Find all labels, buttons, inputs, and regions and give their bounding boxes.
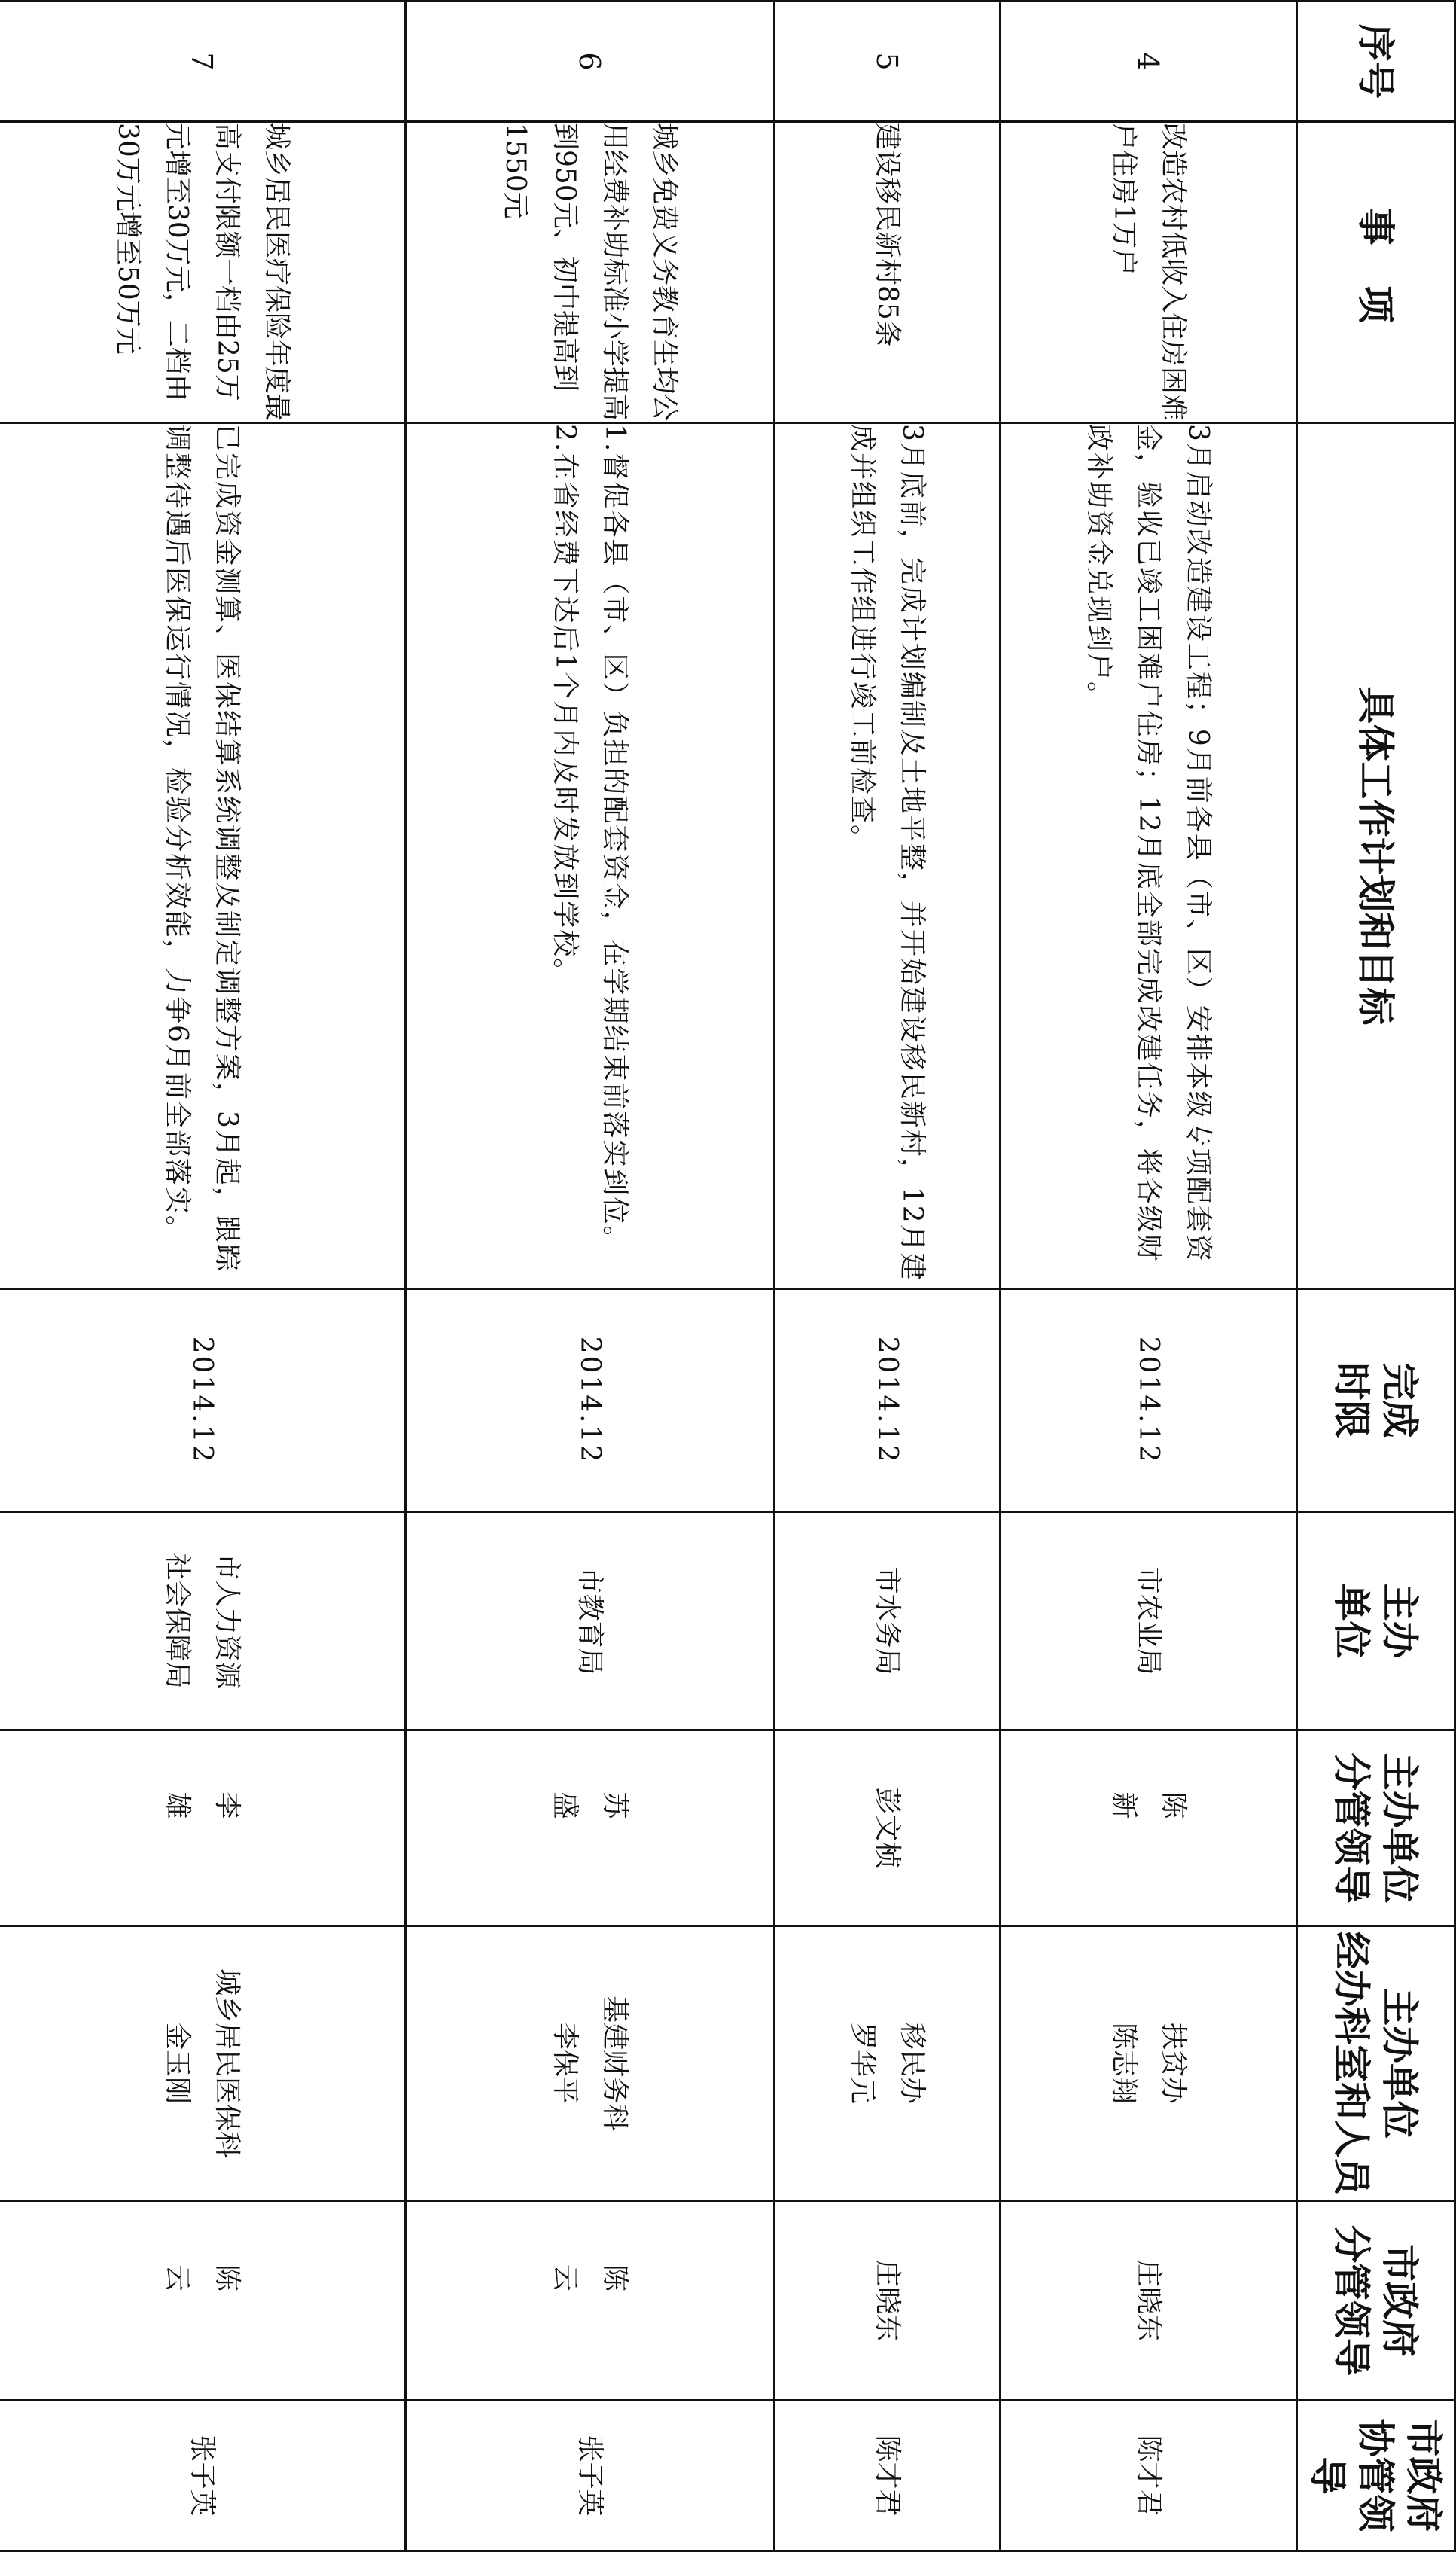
row-item: 城乡居民医疗保险年度最高支付限额一档由25万元增至30万元，二档由30万元增至50万元 — [0, 122, 406, 423]
row-deadline: 2014.12 — [406, 1289, 775, 1512]
row-leader: 彭文桢 — [775, 1730, 1001, 1926]
header-gov-lead: 市政府 分管领导 — [1297, 2201, 1455, 2401]
row-gov-lead: 陈 云 — [0, 2201, 406, 2401]
row-unit: 市农业局 — [1001, 1512, 1297, 1730]
row-office: 基建财务科 李保平 — [406, 1926, 775, 2201]
row-gov-assist: 张子英 — [406, 2401, 775, 2551]
row-deadline: 2014.12 — [1001, 1289, 1297, 1512]
row-plan: 已完成资金测算、医保结算系统调整及制定调整方案，3月起，跟踪调整待遇后医保运行情况，检验分析效能，力争6月前全部落实。 — [0, 423, 406, 1289]
row-leader: 李 雄 — [0, 1730, 406, 1926]
row-item: 改造农村低收入住房困难户住房1万户 — [1001, 122, 1297, 423]
table-row — [0, 2, 406, 2551]
row-gov-assist: 陈才君 — [1001, 2401, 1297, 2551]
row-gov-assist: 陈才君 — [775, 2401, 1001, 2551]
row-plan: 3月底前，完成计划编制及土地平整，并开始建设移民新村，12月建成并组织工作组进行竣工前检查。 — [775, 423, 1001, 1289]
row-gov-lead: 陈 云 — [406, 2201, 775, 2401]
row-deadline: 2014.12 — [775, 1289, 1001, 1512]
table-row — [775, 2, 1001, 2551]
row-item: 城乡免费义务教育生均公用经费补助标准小学提高到950元、初中提高到1550元 — [406, 122, 775, 423]
row-office: 城乡居民医保科 金玉刚 — [0, 1926, 406, 2201]
row-leader: 苏 盛 — [406, 1730, 775, 1926]
row-seq: 5 — [775, 2, 1001, 122]
header-office: 主办单位 经办科室和人员 — [1297, 1926, 1455, 2201]
header-unit: 主办 单位 — [1297, 1512, 1455, 1730]
row-leader: 陈 新 — [1001, 1730, 1297, 1926]
header-item: 事 项 — [1297, 122, 1455, 423]
table-row — [406, 2, 775, 2551]
row-unit: 市人力资源 社会保障局 — [0, 1512, 406, 1730]
header-deadline: 完成 时限 — [1297, 1289, 1455, 1512]
row-plan: 1.督促各县（市、区）负担的配套资金，在学期结束前落实到位。 2.在省经费下达后1个月内及时发放到学校。 — [406, 423, 775, 1289]
row-office: 扶贫办 陈志翔 — [1001, 1926, 1297, 2201]
header-plan: 具体工作计划和目标 — [1297, 423, 1455, 1289]
row-office: 移民办 罗华元 — [775, 1926, 1001, 2201]
row-gov-assist: 张子英 — [0, 2401, 406, 2551]
row-seq: 6 — [406, 2, 775, 122]
row-unit: 市水务局 — [775, 1512, 1001, 1730]
row-seq: 7 — [0, 2, 406, 122]
row-plan: 3月启动改造建设工程；9月前各县（市、区）安排本级专项配套资金，验收已竣工困难户住房；12月底全部完成改建任务，将各级财政补助资金兑现到户。 — [1001, 423, 1297, 1289]
row-item: 建设移民新村85条 — [775, 122, 1001, 423]
table-row — [1001, 2, 1297, 2551]
header-gov-assist: 市政府 协管领导 — [1297, 2401, 1455, 2551]
row-gov-lead: 庄晓东 — [775, 2201, 1001, 2401]
header-leader: 主办单位 分管领导 — [1297, 1730, 1455, 1926]
header-row — [1297, 2, 1455, 2551]
row-seq: 4 — [1001, 2, 1297, 122]
row-gov-lead: 庄晓东 — [1001, 2201, 1297, 2401]
row-deadline: 2014.12 — [0, 1289, 406, 1512]
row-unit: 市教育局 — [406, 1512, 775, 1730]
header-seq: 序号 — [1297, 2, 1455, 122]
